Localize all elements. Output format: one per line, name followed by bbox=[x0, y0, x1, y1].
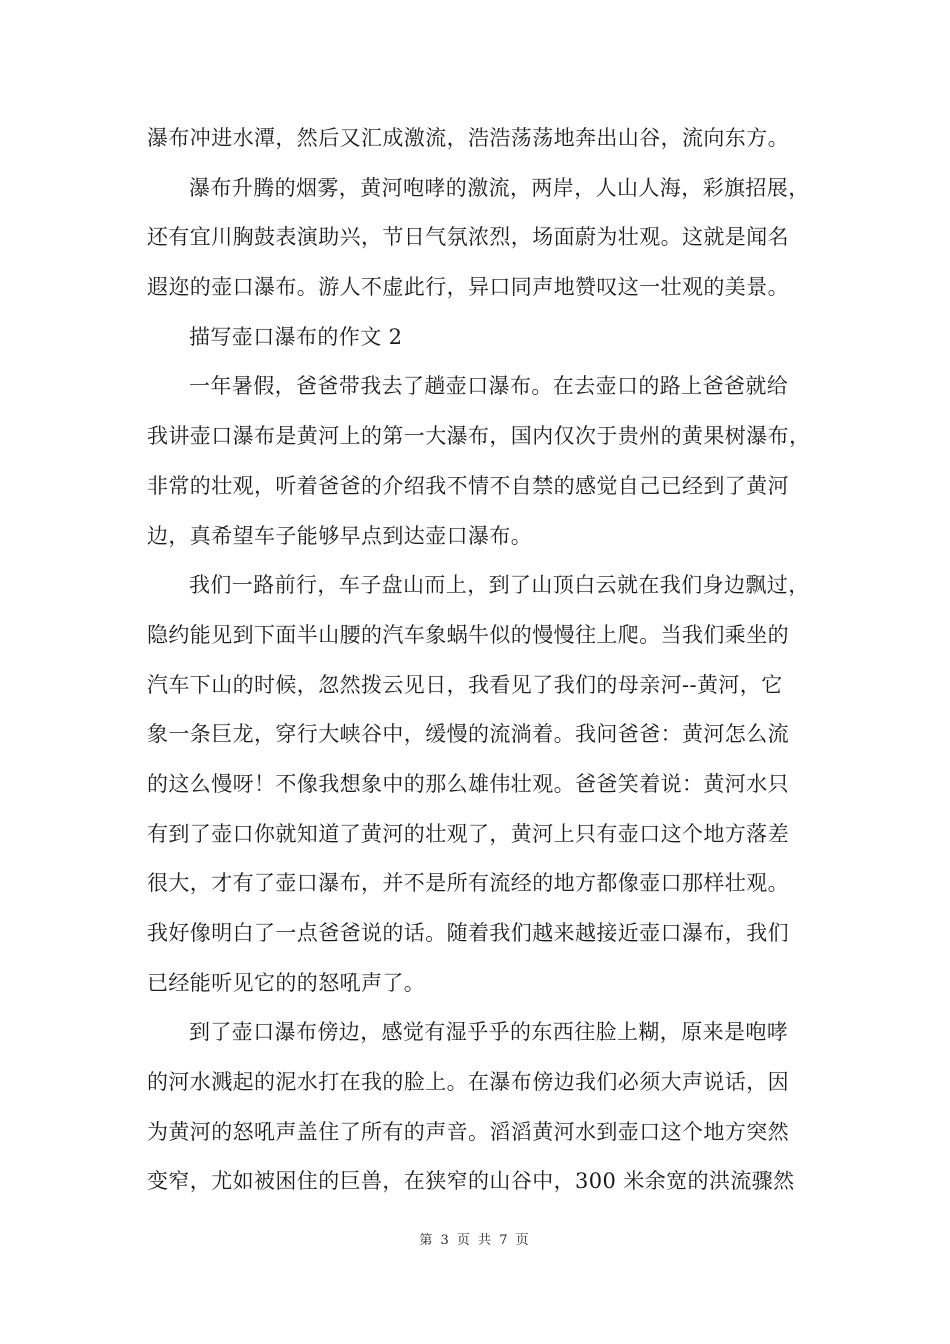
text-line: 为黄河的怒吼声盖住了所有的声音。滔滔黄河水到壶口这个地方突然 bbox=[147, 1119, 789, 1144]
text-line: 还有宜川胸鼓表演助兴，节日气氛浓烈，场面蔚为壮观。这就是闻名 bbox=[147, 225, 789, 250]
text-line: 非常的壮观，听着爸爸的介绍我不情不自禁的感觉自己已经到了黄河 bbox=[147, 473, 789, 498]
text-line: 瀑布冲进水潭，然后又汇成激流，浩浩荡荡地奔出山谷，流向东方。 bbox=[147, 126, 789, 150]
text-line: 描写壶口瀑布的作文 2 bbox=[189, 324, 403, 349]
text-line: 遐迩的壶口瀑布。游人不虚此行，异口同声地赞叹这一壮观的美景。 bbox=[147, 275, 789, 300]
text-line: 瀑布升腾的烟雾，黄河咆哮的激流，两岸，人山人海，彩旗招展， bbox=[189, 175, 810, 200]
page-footer: 第 3 页 共 7 页 bbox=[419, 1233, 531, 1248]
text-line: 隐约能见到下面半山腰的汽车象蜗牛似的慢慢往上爬。当我们乘坐的 bbox=[147, 622, 789, 647]
text-line: 一年暑假，爸爸带我去了趟壶口瀑布。在去壶口的路上爸爸就给 bbox=[189, 374, 789, 399]
text-line: 我们一路前行，车子盘山而上，到了山顶白云就在我们身边飘过， bbox=[189, 573, 810, 598]
text-line: 到了壶口瀑布傍边，感觉有湿乎乎的东西往脸上糊，原来是咆哮 bbox=[189, 1020, 789, 1045]
text-line: 我讲壶口瀑布是黄河上的第一大瀑布，国内仅次于贵州的黄果树瀑布， bbox=[147, 424, 811, 449]
text-line: 已经能听见它的的怒吼声了。 bbox=[147, 970, 426, 995]
document-body bbox=[147, 114, 811, 1207]
text-line: 我好像明白了一点爸爸说的话。随着我们越来越接近壶口瀑布，我们 bbox=[147, 921, 789, 945]
text-line: 的河水溅起的泥水打在我的脸上。在瀑布傍边我们必须大声说话，因 bbox=[147, 1070, 789, 1095]
text-line: 象一条巨龙，穿行大峡谷中，缓慢的流淌着。我问爸爸：黄河怎么流 bbox=[147, 722, 789, 747]
text-line: 有到了壶口你就知道了黄河的壮观了，黄河上只有壶口这个地方落差 bbox=[147, 821, 789, 846]
text-line: 的这么慢呀！不像我想象中的那么雄伟壮观。爸爸笑着说：黄河水只 bbox=[147, 771, 789, 796]
text-line: 很大，才有了壶口瀑布，并不是所有流经的地方都像壶口那样壮观。 bbox=[147, 871, 789, 896]
text-line: 变窄，尤如被困住的巨兽，在狭窄的山谷中，300 米余宽的洪流骤然 bbox=[147, 1169, 795, 1194]
text-line: 汽车下山的时候，忽然拨云见日，我看见了我们的母亲河--黄河，它 bbox=[147, 672, 783, 697]
text-line: 边，真希望车子能够早点到达壶口瀑布。 bbox=[147, 523, 533, 548]
